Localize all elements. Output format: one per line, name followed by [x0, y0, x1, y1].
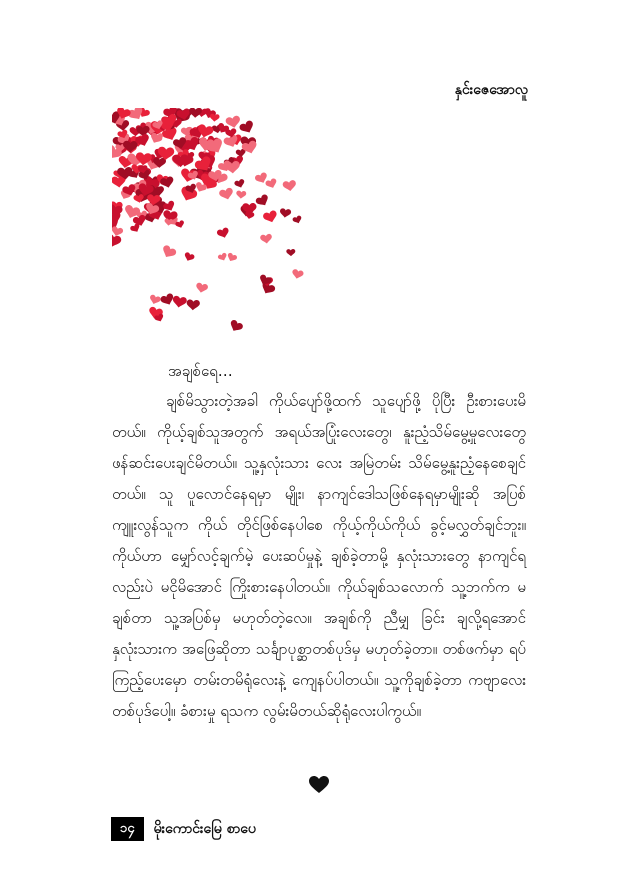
- heart-shape: [292, 215, 303, 225]
- heart-shape: [160, 244, 177, 260]
- heart-shape: [255, 193, 271, 208]
- author-name: နှင်းဇေအောလူ: [454, 82, 528, 98]
- heart-icon: [309, 776, 329, 794]
- page-number: ၁၄: [111, 817, 144, 841]
- heart-shape: [279, 208, 291, 218]
- falling-hearts-image: [112, 108, 308, 338]
- heart-shape: [183, 252, 195, 263]
- heart-shape: [260, 234, 273, 245]
- heart-shape: [112, 226, 124, 238]
- heart-shape: [234, 178, 246, 189]
- heart-shape: [228, 319, 244, 334]
- heart-shape: [216, 227, 230, 240]
- page-footer: [111, 817, 256, 841]
- heart-shape: [236, 190, 247, 199]
- heart-shape: [186, 299, 200, 310]
- heart-shape: [291, 269, 304, 280]
- heart-shape: [189, 108, 202, 118]
- heart-shape: [195, 282, 208, 294]
- heart-shape: [286, 249, 295, 256]
- heart-shape: [112, 233, 122, 249]
- heart-shape: [262, 210, 279, 225]
- publisher-title: မိုးကောင်းမြေ စာပေ: [153, 820, 256, 837]
- heart-shape: [265, 178, 279, 190]
- heart-shape: [217, 252, 228, 262]
- heart-shape: [226, 252, 238, 263]
- letter-paragraph: ချစ်မိသွားတဲ့အခါ ကိုယ်ပျော်ဖို့ထက် သူပျော်ဖို့ ပိုပြီး ဦးစားပေးမိတယ်။ ကိုယ့်ချစ်သူအတွက် အရယ်အပြုံးလေးတွေ၊ နူးညံ့သိမ်မွေ့မှုလေးတွေ ဖန်ဆင်းပေးချင်မိတယ်။ သူ့နှလုံးသား လေး အမြဲတမ်း သိမ်မွေ့နူးညံ့နေစေချင်တယ်။ သူ ပူလောင်နေရမှာ မျိုး၊ နာကျင်ဒေါသဖြစ်နေရမှာမျိုးဆို အပြစ်ကျူးလွန်သူက ကိုယ် တိုင်ဖြစ်နေပါစေ ကိုယ့်ကိုယ်ကိုယ် ခွင့်မလွှတ်ချင်ဘူး။ ကိုယ်ဟာ မျှော်လင့်ချက်မဲ့ ပေးဆပ်မှုနဲ့ ချစ်ခဲ့တာမို့ နှလုံးသားတွေ နာကျင်ရ လည်းပဲ မငိုမိအောင် ကြိုးစားနေပါတယ်။ ကိုယ်ချစ်သလောက် သူ့ဘက်က မချစ်တာ သူ့အပြစ်မှ မဟုတ်တဲ့လေ။ အချစ်ကို ညီမျှ ခြင်း ချလို့ရအောင် နှလုံးသားက အဖြေဆိုတာ သင်္ချာပုစ္ဆာတစ်ပုဒ်မှ မဟုတ်ခဲ့တာ။ တစ်ဖက်မှာ ရပ်ကြည့်ပေးမှော တမ်းတမိရုံလေးနဲ့ ကျေနပ်ပါတယ်။ သူ့ကိုချစ်ခဲ့တာ ကဗျာလေးတစ်ပုဒ်ပေါ့။ ခံစားမှု ရသက လွမ်းမိတယ်ဆိုရုံလေးပါကွယ်။: [112, 392, 526, 720]
- heart-shape: [172, 295, 188, 308]
- heart-shape: [218, 187, 234, 201]
- heart-shape: [282, 180, 297, 192]
- letter-salutation: အချစ်ရေ…: [168, 362, 233, 380]
- letter-body: [112, 386, 526, 727]
- heart-shape: [148, 294, 161, 306]
- heart-shape: [238, 119, 255, 135]
